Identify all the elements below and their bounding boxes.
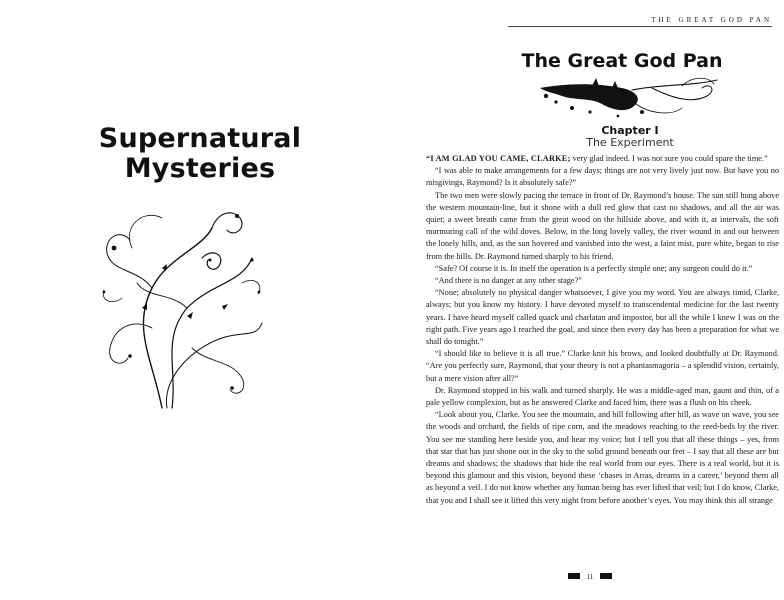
flourish-ornament bbox=[92, 188, 272, 418]
folio-ornament-left bbox=[568, 573, 580, 579]
chapter-number: Chapter I bbox=[601, 124, 659, 137]
paragraph: “And there is no danger at any other stage?” bbox=[435, 276, 582, 286]
section-title-line-1: Supernatural bbox=[98, 123, 302, 154]
paragraph: “Look about you, Clarke. You see the mountain, and hill following after hill, as wave on wave, you see the woods and orchard, the fields of ripe corn, and the meadows reaching to the reed-beds by the river. You see me standing here beside you, and hear my voice; but I tell you that all these things – yes, from that star that has just shone out in the sky to the solid ground beneath our feet – I say that all these are but dreams and shadows; the shadows that hide the real world from our eyes. There is a real world, but it is beyond this glamour and this vision, beyond these ‘chases in Arras, dreams in a career,’ beyond them all as beyond a veil. I do not know whether any human being has ever lifted that veil; but I do know, Clarke, that you and I shall see it lifted this very night from before another’s eyes. You may think this all strange bbox=[426, 410, 779, 505]
page-number bbox=[568, 572, 612, 580]
paragraph-lead: “I AM GLAD YOU CAME, CLARKE; bbox=[426, 154, 571, 163]
chapter-title: The Experiment bbox=[586, 136, 674, 149]
header-rule bbox=[508, 26, 772, 27]
paragraph bbox=[426, 153, 779, 165]
running-head: THE GREAT GOD PAN bbox=[651, 16, 772, 24]
paragraph: “Safe? Of course it is. In itself the operation is a perfectly simple one; any surgeon could do it.” bbox=[435, 263, 753, 273]
paragraph: “I was able to make arrangements for a few days; things are not very lively just now. But have you no misgivings, Raymond? Is it absolutely safe?” bbox=[426, 166, 779, 188]
book-title: The Great God Pan bbox=[521, 50, 723, 72]
folio-ornament-right bbox=[600, 573, 612, 579]
chapter-body bbox=[426, 153, 779, 507]
section-title bbox=[60, 124, 340, 184]
paragraph: “None; absolutely no physical danger whatsoever, I give you my word. You are always timid, Clarke, always; but you know my history. I have devoted myself to transcendental medicine for the last twenty years. I have heard myself called quack and charlatan and impostor, but all the while I knew I was on the right path. Five years ago I reached the goal, and since then every day has been a preparation for what we shall do tonight.” bbox=[426, 288, 779, 347]
paragraph: The two men were slowly pacing the terrace in front of Dr. Raymond’s house. The sun still hung above the western mountain-line, but it shone with a dull red glow that cast no shadows, and all the air was quiet; a sweet breath came from the great wood on the hillside above, and with it, at intervals, the soft murmuring call of the wild doves. Below, in the long lovely valley, the river wound in and out between the lonely hills, and, as the sun hovered and vanished into the west, a faint mist, pure white, began to rise from the hills. Dr. Raymond turned sharply to his friend. bbox=[426, 190, 779, 261]
right-page bbox=[392, 0, 784, 600]
page-number-text: 11 bbox=[586, 573, 594, 580]
title-ornament bbox=[532, 74, 732, 120]
paragraph: “I should like to believe it is all true.” Clarke knit his brows, and looked doubtfully at Dr. Raymond. “Are you perfectly sure, Raymond, that your theory is not a phantasmagoria – a splendid vision, certainly, but a mere vision after all?” bbox=[426, 349, 779, 383]
paragraph: Dr. Raymond stopped in his walk and turned sharply. He was a middle-aged man, gaunt and thin, of a pale yellow complexion, but as he answered Clarke and faced him, there was a flush on his cheek. bbox=[426, 385, 779, 408]
paragraph-text: very glad indeed. I was not sure you could spare the time.” bbox=[570, 154, 768, 163]
section-title-line-2: Mysteries bbox=[124, 153, 276, 184]
